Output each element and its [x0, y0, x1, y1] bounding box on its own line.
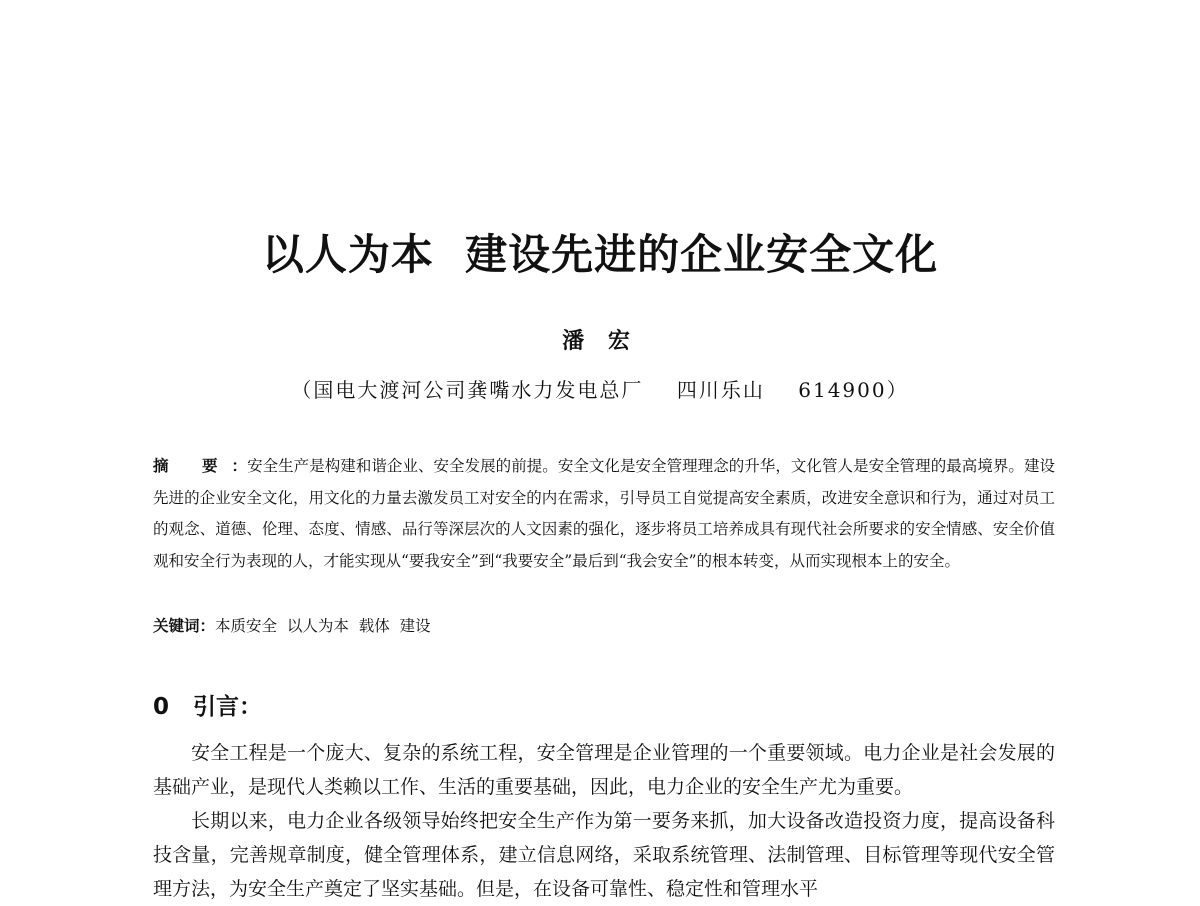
author-affiliation: （国电大渡河公司龚嘴水力发电总厂 四川乐山 614900）	[291, 378, 909, 402]
body-text	[153, 736, 1055, 906]
body-paragraph: 长期以来，电力企业各级领导始终把安全生产作为第一要务来抓，加大设备改造投资力度，提高设备科技含量，完善规章制度，健全管理体系，建立信息网络，采取系统管理、法制管理、目标管理等现代安全管理方法，为安全生产奠定了坚实基础。但是，在设备可靠性、稳定性和管理水平	[153, 810, 1055, 900]
abstract-text: 安全生产是构建和谐企业、安全发展的前提。安全文化是安全管理理念的升华，文化管人是安全管理的最高境界。建设先进的企业安全文化，用文化的力量去激发员工对安全的内在需求，引导员工自觉提高安全素质，改进安全意识和行为，通过对员工的观念、道德、伦理、态度、情感、品行等深层次的人文因素的强化，逐步将员工培养成具有现代社会所要求的安全情感、安全价值观和安全行为表现的人，才能实现从“要我安全”到“我要安全”最后到“我会安全”的根本转变，从而实现根本上的安全。	[153, 457, 1055, 570]
author-name: 潘 宏	[562, 328, 638, 354]
abstract-colon: ：	[231, 456, 248, 475]
keywords-block	[153, 612, 1055, 640]
keywords-text: 本质安全 以人为本 载体 建设	[215, 617, 431, 635]
body-paragraph: 安全工程是一个庞大、复杂的系统工程，安全管理是企业管理的一个重要领域。电力企业是社会发展的基础产业，是现代人类赖以工作、生活的重要基础，因此，电力企业的安全生产尤为重要。	[153, 742, 1055, 798]
keywords-label: 关键词：	[153, 616, 216, 635]
article-title: 以人为本 建设先进的企业安全文化	[261, 230, 939, 279]
abstract-block	[153, 450, 1055, 577]
section-title: 引言：	[193, 694, 262, 720]
section-heading	[153, 688, 262, 721]
abstract-label: 摘 要	[153, 456, 232, 475]
section-number: 0	[153, 694, 170, 720]
